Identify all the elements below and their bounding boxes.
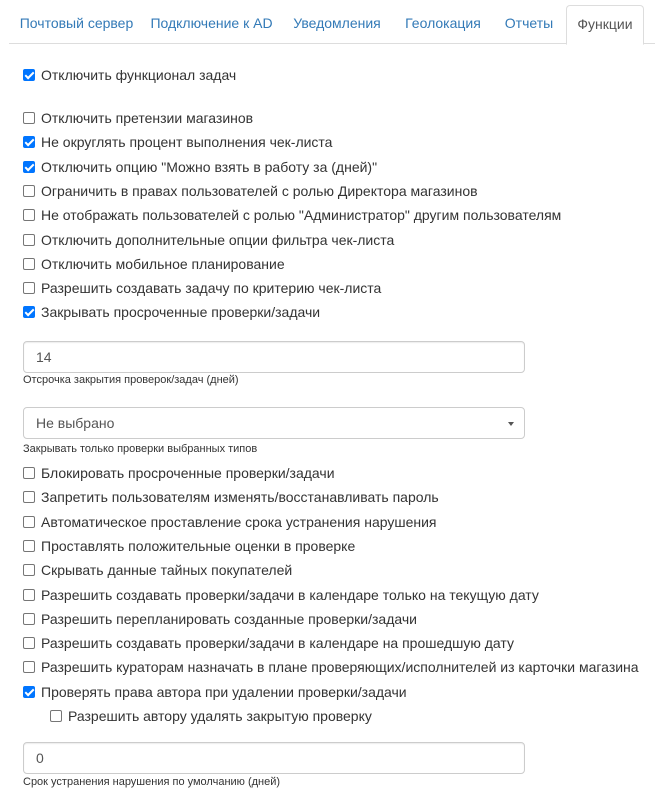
- checkbox[interactable]: [23, 209, 35, 221]
- option-label: Запретить пользователям изменять/восстанавливать пароль: [41, 489, 439, 506]
- option-label: Разрешить создавать проверки/задачи в календаре на прошедшую дату: [41, 635, 514, 652]
- option-label: Отключить функционал задач: [41, 67, 237, 83]
- option-allow-author-delete-closed[interactable]: [50, 707, 372, 725]
- option-row[interactable]: [23, 464, 335, 482]
- option-label: Разрешить создавать проверки/задачи в календаре только на текущую дату: [41, 586, 539, 603]
- option-label: Разрешить кураторам назначать в плане проверяющих/исполнителей из карточки магазина: [41, 659, 639, 676]
- checkbox[interactable]: [23, 637, 35, 649]
- option-label: Ограничить в правах пользователей с ролью Директора магазинов: [41, 182, 478, 199]
- checkbox[interactable]: [23, 589, 35, 601]
- checkbox[interactable]: [23, 540, 35, 552]
- checkbox[interactable]: [23, 491, 35, 503]
- checkbox[interactable]: [23, 516, 35, 528]
- option-label: Не округлять процент выполнения чек-листа: [41, 134, 333, 151]
- option-row[interactable]: [23, 279, 381, 297]
- checkbox[interactable]: [23, 258, 35, 270]
- option-row[interactable]: [23, 231, 394, 249]
- option-label: Отключить опцию "Можно взять в работу за (дней)": [41, 158, 378, 175]
- option-row[interactable]: [23, 303, 320, 321]
- check-types-select[interactable]: [23, 407, 525, 439]
- option-label: Отключить претензии магазинов: [41, 110, 254, 126]
- option-label: Разрешить создавать задачу по критерию чек-листа: [41, 280, 382, 297]
- checkbox[interactable]: [23, 234, 35, 246]
- checkbox[interactable]: [23, 136, 35, 148]
- checkbox[interactable]: [23, 613, 35, 625]
- checkbox[interactable]: [23, 306, 35, 318]
- tab-geolocation[interactable]: Геолокация: [405, 15, 481, 31]
- check-types-help: Закрывать только проверки выбранных типов: [23, 443, 258, 455]
- option-row[interactable]: [23, 561, 292, 579]
- option-row[interactable]: [23, 537, 355, 555]
- tab-notifications[interactable]: Уведомления: [293, 15, 381, 31]
- option-disable-tasks[interactable]: [23, 66, 236, 84]
- checkbox[interactable]: [23, 161, 35, 173]
- option-row[interactable]: [23, 586, 539, 604]
- tab-bar: [9, 0, 655, 44]
- option-label: Отключить мобильное планирование: [41, 255, 285, 272]
- option-label: Проставлять положительные оценки в проверке: [41, 537, 356, 554]
- option-label: Разрешить автору удалять закрытую проверку: [68, 708, 372, 724]
- option-label: Скрывать данные тайных покупателей: [41, 562, 293, 579]
- tab-reports[interactable]: Отчеты: [504, 15, 554, 31]
- option-row[interactable]: [23, 513, 437, 531]
- option-label: Отключить дополнительные опции фильтра чек-листа: [41, 231, 395, 248]
- option-label: Блокировать просроченные проверки/задачи: [41, 465, 335, 481]
- checkbox[interactable]: [23, 686, 35, 698]
- option-row[interactable]: [23, 488, 439, 506]
- option-row[interactable]: [23, 610, 417, 628]
- select-value: Не выбрано: [36, 415, 115, 431]
- option-label: Закрывать просроченные проверки/задачи: [41, 304, 321, 321]
- option-row[interactable]: [23, 158, 377, 176]
- checkbox[interactable]: [23, 661, 35, 673]
- tab-ad-connection[interactable]: Подключение к AD: [150, 15, 273, 31]
- checkbox[interactable]: [23, 467, 35, 479]
- deadline-days-help: Срок устранения нарушения по умолчанию (дней): [23, 776, 281, 788]
- tab-functions[interactable]: Функции: [566, 5, 644, 45]
- option-label: Проверять права автора при удалении проверки/задачи: [41, 683, 407, 700]
- option-label: Разрешить перепланировать созданные проверки/задачи: [41, 610, 417, 627]
- option-row[interactable]: [23, 182, 478, 200]
- option-row[interactable]: [23, 634, 514, 652]
- option-row[interactable]: [23, 133, 332, 151]
- checkbox[interactable]: [23, 282, 35, 294]
- option-row[interactable]: [23, 109, 253, 127]
- option-label: Не отображать пользователей с ролью "Администратор" другим пользователям: [41, 207, 562, 224]
- tab-mail-server[interactable]: Почтовый сервер: [19, 15, 134, 31]
- checkbox[interactable]: [23, 185, 35, 197]
- option-row[interactable]: [23, 658, 639, 676]
- option-label: Автоматическое проставление срока устранения нарушения: [41, 513, 437, 530]
- checkbox[interactable]: [23, 69, 35, 81]
- checkbox[interactable]: [23, 112, 35, 124]
- option-row[interactable]: [23, 683, 407, 701]
- caret-down-icon: [508, 422, 514, 426]
- deadline-days-input[interactable]: 0: [23, 742, 525, 774]
- defer-days-input[interactable]: 14: [23, 341, 525, 373]
- option-row[interactable]: [23, 255, 285, 273]
- checkbox[interactable]: [50, 710, 62, 722]
- option-row[interactable]: [23, 206, 561, 224]
- defer-days-help: Отсрочка закрытия проверок/задач (дней): [23, 374, 239, 386]
- checkbox[interactable]: [23, 564, 35, 576]
